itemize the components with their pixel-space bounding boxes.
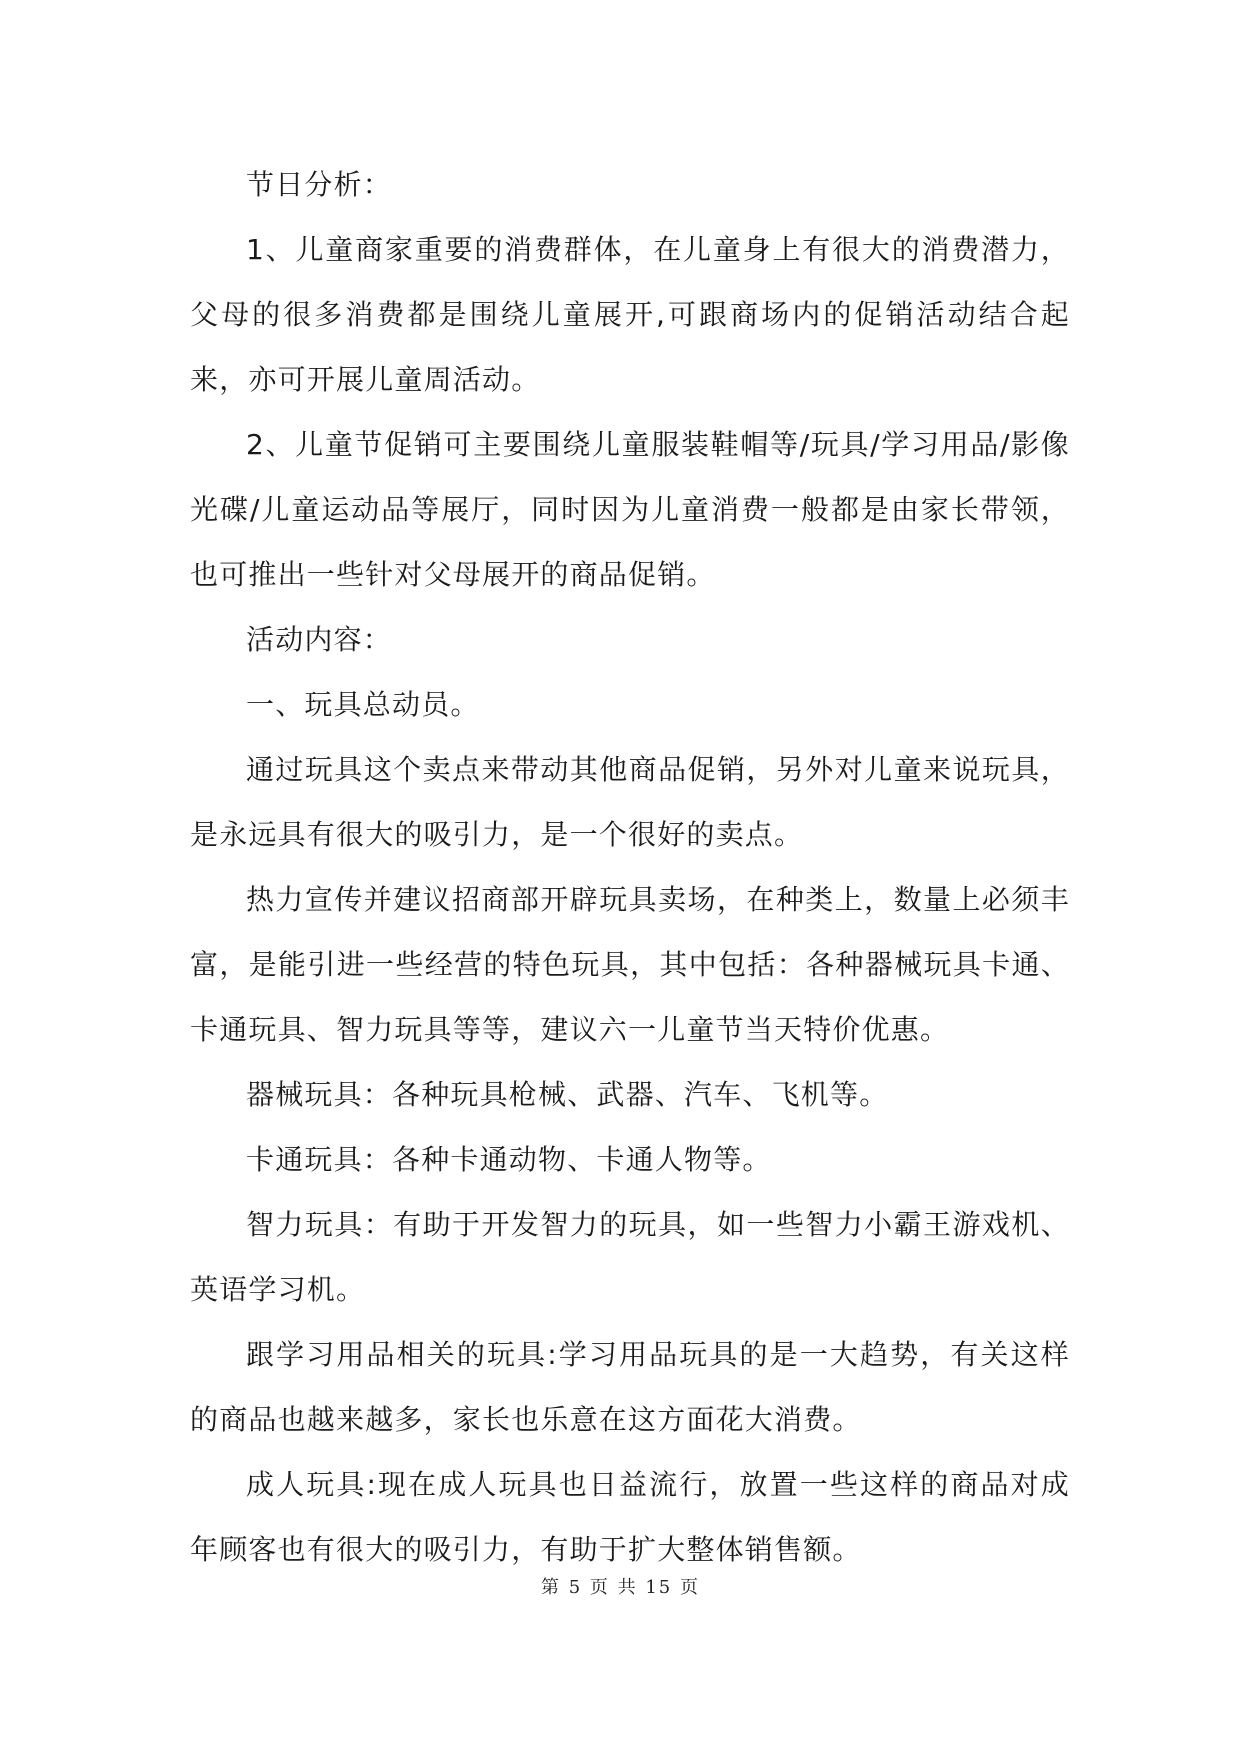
paragraph-adult-toys: 成人玩具:现在成人玩具也日益流行，放置一些这样的商品对成年顾客也有很大的吸引力，有助于扩大整体销售额。 (190, 1468, 1070, 1566)
paragraph-toy-story-heading: 一、玩具总动员。 (246, 688, 480, 721)
paragraph-toy-selling-point: 通过玩具这个卖点来带动其他商品促销，另外对儿童来说玩具，是永远具有很大的吸引力，是一个很好的卖点。 (190, 753, 1070, 851)
paragraph-toy-promotion: 热力宣传并建议招商部开辟玩具卖场，在种类上，数量上必须丰富，是能引进一些经营的特色玩具，其中包括：各种器械玩具卡通、卡通玩具、智力玩具等等，建议六一儿童节当天特价优惠。 (190, 883, 1070, 1046)
paragraph-activity-content-heading: 活动内容： (246, 623, 393, 656)
page-footer (0, 1573, 1241, 1599)
paragraph-study-toys: 跟学习用品相关的玩具:学习用品玩具的是一大趋势，有关这样的商品也越来越多，家长也乐意在这方面花大消费。 (190, 1338, 1070, 1436)
paragraph-festival-analysis-heading: 节日分析： (246, 168, 393, 201)
paragraph-mechanical-toys: 器械玩具：各种玩具枪械、武器、汽车、飞机等。 (246, 1078, 889, 1111)
paragraph-analysis-point-2: 2、儿童节促销可主要围绕儿童服装鞋帽等/玩具/学习用品/影像光碟/儿童运动品等展厅，同时因为儿童消费一般都是由家长带领，也可推出一些针对父母展开的商品促销。 (190, 428, 1070, 591)
page-number: 第 5 页 共 15 页 (541, 1577, 700, 1598)
paragraph-cartoon-toys: 卡通玩具：各种卡通动物、卡通人物等。 (246, 1143, 772, 1176)
document-body (190, 152, 1070, 1582)
paragraph-educational-toys: 智力玩具：有助于开发智力的玩具，如一些智力小霸王游戏机、英语学习机。 (190, 1208, 1070, 1306)
paragraph-analysis-point-1: 1、儿童商家重要的消费群体，在儿童身上有很大的消费潜力，父母的很多消费都是围绕儿童展开,可跟商场内的促销活动结合起来，亦可开展儿童周活动。 (190, 233, 1070, 396)
